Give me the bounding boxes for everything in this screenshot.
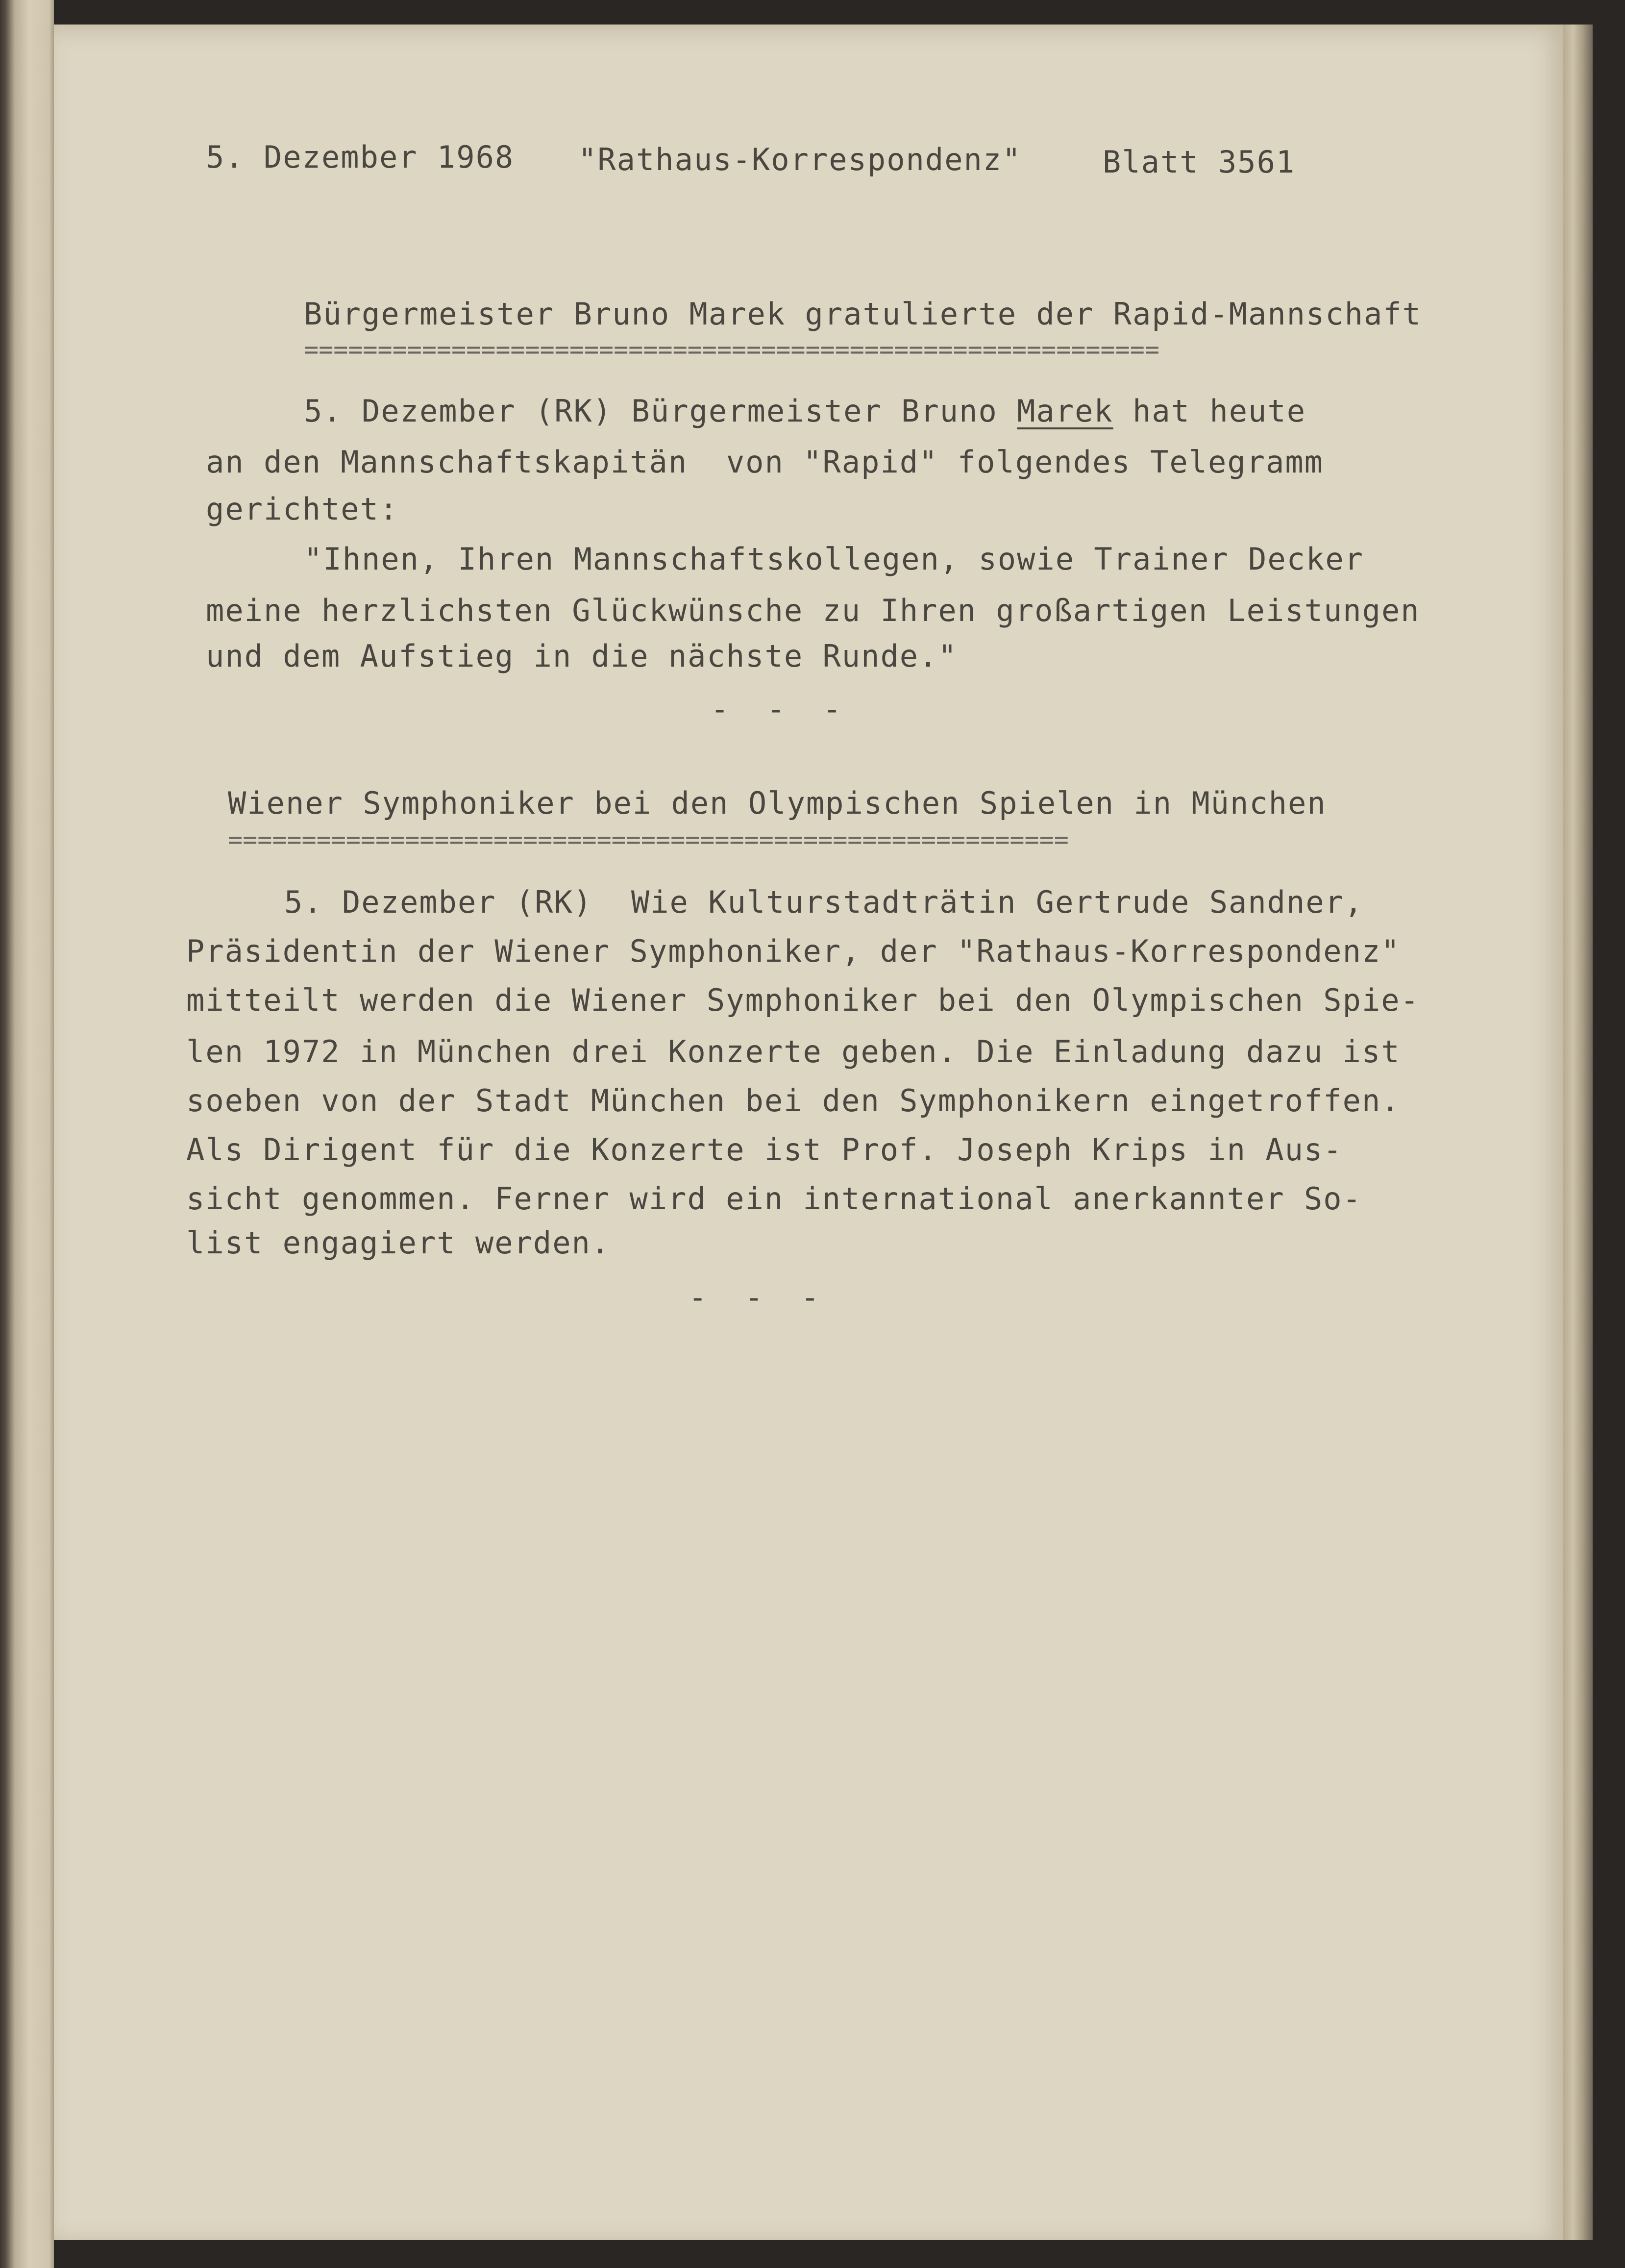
header-date: 5. Dezember 1968	[206, 139, 515, 175]
article1-line3: gerichtet:	[206, 491, 399, 527]
article1-line1-pre: 5. Dezember (RK) Bürgermeister Bruno	[304, 393, 1017, 429]
article2-title-rule: =========================================================	[228, 827, 1069, 852]
page-right-edge	[1563, 25, 1593, 2240]
article2-separator: - - -	[689, 1279, 829, 1315]
article1-separator: - - -	[711, 691, 851, 727]
book-left-edge	[0, 0, 54, 2268]
article2-title: Wiener Symphoniker bei den Olympischen Spielen in München	[228, 785, 1327, 821]
article1-underlined-name: Marek	[1017, 393, 1113, 429]
article1-line4: "Ihnen, Ihren Mannschaftskollegen, sowie Trainer Decker	[304, 541, 1364, 577]
article1-line2: an den Mannschaftskapitän von "Rapid" folgendes Telegramm	[206, 444, 1324, 480]
article2-line7: sicht genommen. Ferner wird ein international anerkannter So-	[186, 1181, 1362, 1217]
article2-line2: Präsidentin der Wiener Symphoniker, der "Rathaus-Korrespondenz"	[186, 933, 1401, 969]
header-sheet-number: Blatt 3561	[1103, 144, 1296, 180]
article1-line1	[304, 393, 1306, 429]
article1-title-rule: ==========================================================	[304, 337, 1159, 362]
article1-line6: und dem Aufstieg in die nächste Runde."	[206, 638, 958, 674]
header-publication: "Rathaus-Korrespondenz"	[578, 142, 1022, 177]
article2-line4: len 1972 in München drei Konzerte geben. Die Einladung dazu ist	[186, 1034, 1401, 1070]
article1-line5: meine herzlichsten Glückwünsche zu Ihren großartigen Leistungen	[206, 593, 1420, 628]
article1-title: Bürgermeister Bruno Marek gratulierte der Rapid-Mannschaft	[304, 296, 1422, 332]
article2-line8: list engagiert werden.	[186, 1225, 611, 1261]
article2-line5: soeben von der Stadt München bei den Symphonikern eingetroffen.	[186, 1083, 1401, 1119]
article2-line3: mitteilt werden die Wiener Symphoniker bei den Olympischen Spie-	[186, 982, 1420, 1018]
article2-line1: 5. Dezember (RK) Wie Kulturstadträtin Gertrude Sandner,	[284, 884, 1364, 920]
article1-line1-post: hat heute	[1113, 393, 1306, 429]
article2-line6: Als Dirigent für die Konzerte ist Prof. Joseph Krips in Aus-	[186, 1132, 1343, 1168]
